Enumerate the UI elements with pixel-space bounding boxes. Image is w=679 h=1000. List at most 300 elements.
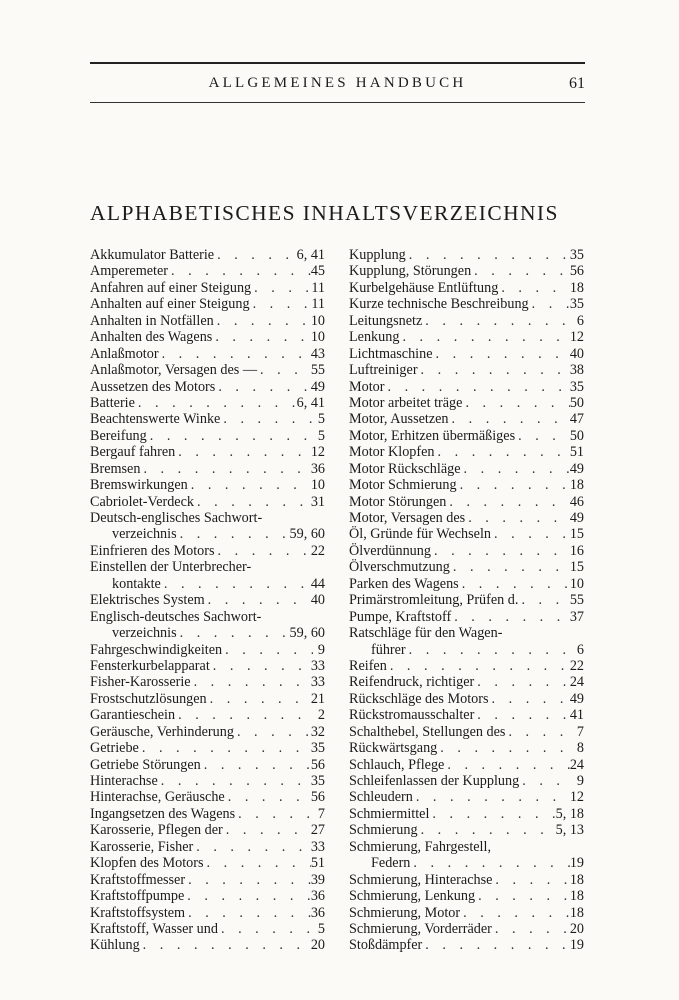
index-entry — [90, 707, 325, 723]
index-entry — [90, 329, 325, 345]
index-entry — [90, 411, 325, 427]
index-term: Schmierung — [349, 822, 418, 839]
index-pages: 36 — [310, 888, 325, 905]
index-entry — [349, 740, 584, 756]
index-pages: 40 — [569, 345, 584, 362]
index-pages: 8 — [576, 740, 584, 757]
header-rule-top — [90, 62, 585, 64]
dot-leader — [215, 543, 311, 559]
index-pages: 5 — [317, 411, 325, 428]
index-term: Ratschläge für den Wagen- — [349, 625, 503, 642]
dot-leader — [461, 461, 570, 477]
index-pages: 50 — [569, 427, 584, 444]
index-entry — [349, 296, 584, 312]
index-pages: 59, 60 — [289, 625, 325, 642]
index-term: Kühlung — [90, 937, 140, 954]
dot-leader — [406, 247, 570, 263]
index-pages: 22 — [569, 657, 584, 674]
dot-leader — [492, 872, 569, 888]
dot-leader — [519, 773, 572, 789]
index-entry — [90, 395, 325, 411]
index-entry — [90, 461, 325, 477]
dot-leader — [460, 905, 570, 921]
index-pages: 44 — [310, 575, 325, 592]
index-term: Englisch-deutsches Sachwort- — [90, 608, 262, 625]
index-term: Bergauf fahren — [90, 444, 176, 461]
dot-leader — [250, 296, 312, 312]
index-entry — [90, 313, 325, 329]
index-term: Schleudern — [349, 789, 413, 806]
dot-leader — [475, 888, 570, 904]
index-pages: 20 — [569, 920, 584, 937]
dot-leader — [158, 773, 311, 789]
index-pages: 10 — [569, 575, 584, 592]
index-pages: 55 — [310, 362, 325, 379]
index-pages: 49 — [569, 690, 584, 707]
dot-leader — [215, 379, 311, 395]
index-pages: 47 — [569, 411, 584, 428]
index-entry — [349, 872, 584, 888]
index-term: Karosserie, Pflegen der — [90, 822, 223, 839]
dot-leader — [140, 461, 310, 477]
dot-leader — [435, 444, 570, 460]
dot-leader — [235, 806, 313, 822]
index-entry — [349, 576, 584, 592]
index-term: Geräusche, Verhinderung — [90, 723, 234, 740]
index-entry — [349, 642, 584, 658]
dot-leader — [429, 806, 555, 822]
dot-leader — [212, 329, 311, 345]
dot-leader — [471, 263, 570, 279]
index-term: Leitungsnetz — [349, 312, 423, 329]
dot-leader — [446, 494, 569, 510]
dot-leader — [449, 411, 570, 427]
index-pages: 41 — [569, 707, 584, 724]
dot-leader — [207, 691, 311, 707]
index-entry — [349, 592, 584, 608]
index-term: verzeichnis — [112, 526, 177, 543]
dot-leader — [234, 724, 311, 740]
dot-leader — [384, 379, 569, 395]
index-term: Ingangsetzen des Wagens — [90, 805, 236, 822]
index-pages: 51 — [310, 855, 325, 872]
index-entry — [349, 888, 584, 904]
index-pages: 35 — [310, 740, 325, 757]
index-entry — [349, 658, 584, 674]
dot-leader — [491, 526, 570, 542]
index-entry — [349, 625, 584, 641]
index-entry — [90, 543, 325, 559]
index-entry — [90, 937, 325, 953]
index-entry — [90, 526, 325, 542]
dot-leader — [422, 313, 572, 329]
index-entry — [349, 395, 584, 411]
index-pages: 18 — [569, 871, 584, 888]
index-pages: 5 — [317, 427, 325, 444]
index-entry — [349, 806, 584, 822]
index-pages: 38 — [569, 362, 584, 379]
dot-leader — [251, 280, 311, 296]
index-term: Karosserie, Fisher — [90, 838, 194, 855]
index-term: führer — [371, 641, 406, 658]
index-term: Einfrieren des Motors — [90, 542, 215, 559]
index-pages: 6, 41 — [296, 394, 325, 411]
index-entry — [90, 625, 325, 641]
index-term: Rückstromausschalter — [349, 707, 475, 724]
index-entry — [349, 789, 584, 805]
index-pages: 20 — [310, 937, 325, 954]
dot-leader — [159, 346, 311, 362]
index-term: Rückwärtsgang — [349, 740, 438, 757]
index-term: Klopfen des Motors — [90, 855, 204, 872]
index-pages: 33 — [310, 838, 325, 855]
index-pages: 43 — [310, 345, 325, 362]
index-pages: 10 — [310, 329, 325, 346]
index-term: Stoßdämpfer — [349, 937, 423, 954]
index-pages: 36 — [310, 460, 325, 477]
index-entry — [349, 494, 584, 510]
index-pages: 18 — [569, 888, 584, 905]
index-entry — [90, 773, 325, 789]
index-pages: 7 — [317, 805, 325, 822]
index-term: Anfahren auf einer Steigung — [90, 279, 252, 296]
index-pages: 10 — [310, 477, 325, 494]
dot-leader — [492, 921, 570, 937]
index-pages: 36 — [310, 904, 325, 921]
dot-leader — [459, 576, 570, 592]
index-entry — [90, 905, 325, 921]
index-pages: 7 — [576, 723, 584, 740]
index-term: Bereifung — [90, 427, 147, 444]
dot-leader — [205, 592, 311, 608]
index-pages: 56 — [310, 789, 325, 806]
index-term: Lichtmaschine — [349, 345, 433, 362]
index-pages: 35 — [310, 773, 325, 789]
dot-leader — [518, 592, 569, 608]
index-term: Motor — [349, 378, 385, 395]
dot-leader — [214, 247, 297, 263]
index-term: Reifen — [349, 657, 387, 674]
index-pages: 49 — [569, 510, 584, 526]
dot-leader — [175, 444, 311, 460]
index-pages: 24 — [569, 674, 584, 691]
index-entry — [349, 362, 584, 378]
index-term: Kraftstoff, Wasser und — [90, 920, 218, 937]
index-entry — [90, 263, 325, 279]
index-entry — [349, 674, 584, 690]
index-term: Schmierung, Hinterachse — [349, 871, 493, 888]
index-term: Kraftstoffmesser — [90, 871, 186, 888]
index-entry — [349, 510, 584, 526]
dot-leader — [505, 724, 572, 740]
index-term: Öl, Gründe für Wechseln — [349, 526, 492, 543]
index-pages: 37 — [569, 608, 584, 625]
index-pages: 45 — [310, 263, 325, 280]
index-entry — [349, 773, 584, 789]
index-column-right — [349, 247, 584, 954]
dot-leader — [387, 658, 570, 674]
dot-leader — [210, 658, 311, 674]
index-term: Motor Schmierung — [349, 477, 457, 494]
index-term: Primärstromleitung, Prüfen d. — [349, 592, 519, 609]
index-pages: 12 — [310, 444, 325, 461]
index-pages: 9 — [576, 773, 584, 789]
index-term: Reifendruck, richtiger — [349, 674, 475, 691]
section-title: ALPHABETISCHES INHALTSVERZEICHNIS — [90, 201, 559, 225]
header-rule-bottom — [90, 102, 585, 103]
index-entry — [90, 346, 325, 362]
dot-leader — [433, 346, 570, 362]
index-entry — [90, 855, 325, 871]
dot-leader — [161, 576, 311, 592]
index-term: Batterie — [90, 394, 135, 411]
index-pages: 40 — [310, 592, 325, 609]
index-term: Motor Klopfen — [349, 444, 435, 461]
index-term: Getriebe — [90, 740, 139, 757]
running-title: ALLGEMEINES HANDBUCH — [208, 75, 467, 91]
index-term: Deutsch-englisches Sachwort- — [90, 510, 263, 526]
index-term: Schmierung, Fahrgestell, — [349, 838, 491, 855]
index-entry — [349, 526, 584, 542]
dot-leader — [465, 510, 570, 526]
index-pages: 35 — [569, 378, 584, 395]
index-term: Rückschläge des Motors — [349, 690, 489, 707]
dot-leader — [399, 329, 569, 345]
index-entry — [349, 839, 584, 855]
dot-leader — [218, 921, 313, 937]
index-term: Fahrgeschwindigkeiten — [90, 641, 223, 658]
index-entry — [90, 559, 325, 575]
index-entry — [349, 937, 584, 953]
dot-leader — [450, 559, 570, 575]
index-pages: 46 — [569, 493, 584, 510]
index-pages: 9 — [317, 641, 325, 658]
index-entry — [349, 461, 584, 477]
index-pages: 49 — [310, 378, 325, 395]
index-pages: 16 — [569, 542, 584, 559]
index-entry — [349, 724, 584, 740]
index-entry — [90, 740, 325, 756]
index-entry — [349, 559, 584, 575]
index-pages: 22 — [310, 542, 325, 559]
index-entry — [349, 707, 584, 723]
index-pages: 19 — [569, 937, 584, 954]
index-term: Getriebe Störungen — [90, 756, 201, 773]
dot-leader — [194, 494, 311, 510]
index-entry — [349, 822, 584, 838]
index-term: Ölverschmutzung — [349, 559, 450, 576]
index-term: Kraftstoffsystem — [90, 904, 186, 921]
index-entry — [349, 280, 584, 296]
index-pages: 15 — [569, 559, 584, 576]
dot-leader — [184, 888, 311, 904]
index-pages: 2 — [317, 707, 325, 724]
index-term: Anhalten in Notfällen — [90, 312, 214, 329]
index-pages: 6 — [576, 312, 584, 329]
index-term: Motor Rückschläge — [349, 460, 461, 477]
index-term: Hinterachse, Geräusche — [90, 789, 225, 806]
index-entry — [90, 822, 325, 838]
index-term: Fisher-Karosserie — [90, 674, 191, 691]
index-term: Pumpe, Kraftstoff — [349, 608, 452, 625]
index-term: Schleifenlassen der Kupplung — [349, 773, 520, 789]
dot-leader — [225, 789, 311, 805]
index-term: Schalthebel, Stellungen des — [349, 723, 506, 740]
dot-leader — [139, 740, 311, 756]
index-term: Amperemeter — [90, 263, 168, 280]
dot-leader — [175, 707, 313, 723]
index-entry — [90, 379, 325, 395]
index-term: Fensterkurbelapparat — [90, 657, 210, 674]
index-entry — [349, 905, 584, 921]
dot-leader — [193, 839, 311, 855]
dot-leader — [177, 526, 290, 542]
dot-leader — [457, 477, 570, 493]
index-entry — [349, 691, 584, 707]
index-entry — [349, 263, 584, 279]
index-term: Schmierung, Motor — [349, 904, 461, 921]
dot-leader — [223, 822, 311, 838]
index-term: Luftreiniger — [349, 362, 418, 379]
index-entry — [349, 346, 584, 362]
dot-leader — [188, 477, 311, 493]
index-term: Kupplung — [349, 247, 406, 263]
dot-leader — [406, 642, 572, 658]
index-entry — [90, 691, 325, 707]
index-pages: 5 — [317, 920, 325, 937]
dot-leader — [177, 625, 290, 641]
index-pages: 32 — [310, 723, 325, 740]
index-entry — [90, 921, 325, 937]
dot-leader — [489, 691, 570, 707]
dot-leader — [185, 872, 311, 888]
index-term: Kurbelgehäuse Entlüftung — [349, 279, 499, 296]
index-term: Motor arbeitet träge — [349, 394, 463, 411]
dot-leader — [437, 740, 572, 756]
index-term: Motor, Versagen des — [349, 510, 466, 526]
index-entry — [90, 280, 325, 296]
page-number: 61 — [569, 75, 585, 92]
index-term: Anlaßmotor — [90, 345, 159, 362]
index-pages: 49 — [569, 460, 584, 477]
dot-leader — [515, 428, 570, 444]
running-head — [90, 74, 585, 96]
index-entry — [349, 609, 584, 625]
dot-leader — [474, 674, 570, 690]
index-term: Kurze technische Beschreibung — [349, 296, 529, 313]
dot-leader — [418, 822, 556, 838]
dot-leader — [214, 313, 311, 329]
index-pages: 5, 13 — [555, 822, 584, 839]
index-term: Cabriolet-Verdeck — [90, 493, 194, 510]
index-term: verzeichnis — [112, 625, 177, 642]
index-term: Elektrisches System — [90, 592, 205, 609]
index-entry — [349, 313, 584, 329]
index-entry — [349, 428, 584, 444]
index-pages: 5, 18 — [555, 805, 584, 822]
index-pages: 15 — [569, 526, 584, 543]
index-pages: 18 — [569, 477, 584, 494]
index-entry — [90, 757, 325, 773]
index-term: Bremsen — [90, 460, 141, 477]
index-entry — [90, 510, 325, 526]
index-term: Akkumulator Batterie — [90, 247, 215, 263]
dot-leader — [201, 757, 311, 773]
index-entry — [349, 411, 584, 427]
index-pages: 21 — [310, 690, 325, 707]
index-entry — [90, 674, 325, 690]
index-term: Kupplung, Störungen — [349, 263, 472, 280]
index-entry — [90, 428, 325, 444]
dot-leader — [498, 280, 569, 296]
index-term: Kraftstoffpumpe — [90, 888, 185, 905]
index-pages: 11 — [311, 296, 325, 313]
dot-leader — [444, 757, 569, 773]
index-entry — [90, 872, 325, 888]
index-pages: 31 — [310, 493, 325, 510]
dot-leader — [410, 855, 569, 871]
index-pages: 11 — [311, 279, 325, 296]
index-entry — [349, 247, 584, 263]
dot-leader — [147, 428, 313, 444]
index-term: Beachtenswerte Winke — [90, 411, 221, 428]
index-entry — [349, 757, 584, 773]
index-term: kontakte — [112, 575, 161, 592]
index-entry — [90, 247, 325, 263]
index-pages: 33 — [310, 674, 325, 691]
index-term: Schmiermittel — [349, 805, 430, 822]
index-term: Bremswirkungen — [90, 477, 188, 494]
index-term: Motor, Aussetzen — [349, 411, 449, 428]
index-pages: 50 — [569, 394, 584, 411]
index-term: Motor, Erhitzen übermäßiges — [349, 427, 516, 444]
index-entry — [349, 444, 584, 460]
index-entry — [90, 724, 325, 740]
index-term: Lenkung — [349, 329, 400, 346]
index-term: Parken des Wagens — [349, 575, 459, 592]
index-term: Garantieschein — [90, 707, 176, 724]
dot-leader — [185, 905, 311, 921]
index-pages: 56 — [569, 263, 584, 280]
index-term: Schmierung, Vorderräder — [349, 920, 492, 937]
dot-leader — [529, 296, 570, 312]
dot-leader — [220, 411, 313, 427]
index-pages: 6, 41 — [296, 247, 325, 263]
dot-leader — [418, 362, 570, 378]
index-term: Frostschutzlösungen — [90, 690, 207, 707]
dot-leader — [413, 789, 570, 805]
dot-leader — [191, 674, 311, 690]
index-term: Hinterachse — [90, 773, 158, 789]
dot-leader — [451, 609, 570, 625]
index-pages: 35 — [569, 247, 584, 263]
index-entry — [90, 789, 325, 805]
index-entry — [90, 296, 325, 312]
index-term: Ölverdünnung — [349, 542, 431, 559]
index-entry — [90, 494, 325, 510]
index-pages: 51 — [569, 444, 584, 461]
index-pages: 27 — [310, 822, 325, 839]
index-pages: 10 — [310, 312, 325, 329]
dot-leader — [462, 395, 569, 411]
index-entry — [349, 329, 584, 345]
index-pages: 39 — [310, 871, 325, 888]
index-pages: 56 — [310, 756, 325, 773]
index-entry — [90, 362, 325, 378]
index-term: Motor Störungen — [349, 493, 447, 510]
index-entry — [90, 642, 325, 658]
index-pages: 55 — [569, 592, 584, 609]
